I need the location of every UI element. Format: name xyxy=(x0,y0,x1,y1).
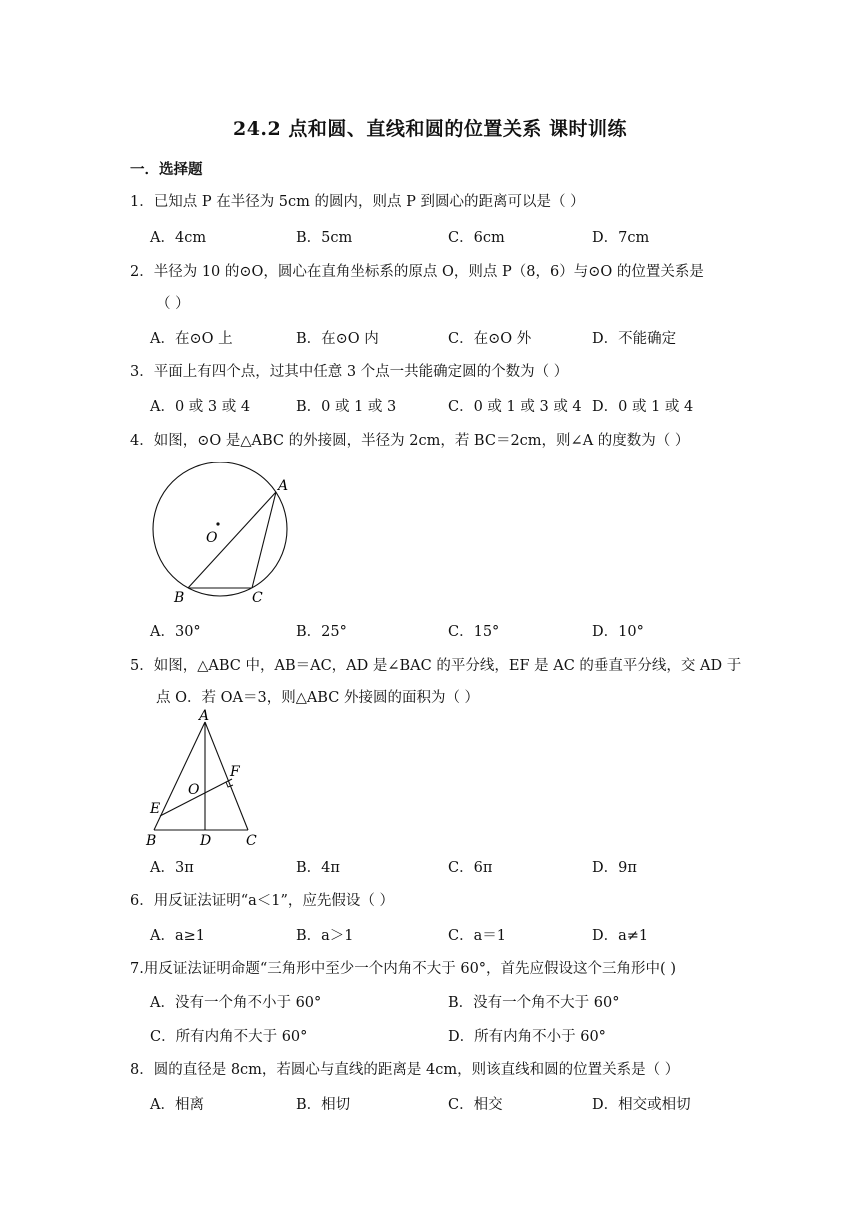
q7-option-a[interactable]: A．没有一个角不小于 60° xyxy=(150,995,322,1011)
segment-ac xyxy=(205,722,248,830)
segment-ca xyxy=(252,492,276,588)
q8-option-c[interactable]: C．相交 xyxy=(448,1097,503,1113)
q7-option-d[interactable]: D．所有内角不小于 60° xyxy=(448,1029,606,1045)
q8-option-d[interactable]: D．相交或相切 xyxy=(592,1097,691,1113)
question-4: 4．如图，⊙O 是△ABC 的外接圆，半径为 2cm，若 BC＝2cm，则∠A 的度数为（ ） xyxy=(130,433,690,449)
question-5-continued: 点 O．若 OA＝3，则△ABC 外接圆的面积为（ ） xyxy=(156,690,480,706)
label-a: A xyxy=(199,708,210,724)
q7-option-b[interactable]: B．没有一个角不大于 60° xyxy=(448,995,620,1011)
question-1: 1．已知点 P 在半径为 5cm 的圆内，则点 P 到圆心的距离可以是（ ） xyxy=(130,194,585,210)
question-3: 3．平面上有四个点，过其中任意 3 个点一共能确定圆的个数为（ ） xyxy=(130,364,569,380)
question-5: 5．如图，△ABC 中，AB＝AC，AD 是∠BAC 的平分线，EF 是 AC 的垂直平分线，交 AD 于 xyxy=(130,658,742,674)
label-f: F xyxy=(230,764,240,780)
q6-option-c[interactable]: C．a＝1 xyxy=(448,928,506,944)
center-point xyxy=(216,522,219,525)
label-e: E xyxy=(150,801,161,817)
label-c: C xyxy=(252,590,263,606)
label-a: A xyxy=(278,478,289,494)
q6-option-d[interactable]: D．a≠1 xyxy=(592,928,649,944)
q1-option-a[interactable]: A．4cm xyxy=(150,230,207,246)
label-d: D xyxy=(200,833,212,849)
q6-option-a[interactable]: A．a≥1 xyxy=(150,928,205,944)
q3-option-b[interactable]: B．0 或 1 或 3 xyxy=(296,399,397,415)
q5-option-b[interactable]: B．4π xyxy=(296,860,340,876)
label-c: C xyxy=(246,833,257,849)
q3-option-c[interactable]: C．0 或 1 或 3 或 4 xyxy=(448,399,582,415)
q5-option-d[interactable]: D．9π xyxy=(592,860,637,876)
question-8: 8．圆的直径是 8cm，若圆心与直线的距离是 4cm，则该直线和圆的位置关系是（ ） xyxy=(130,1062,680,1078)
q6-option-b[interactable]: B．a＞1 xyxy=(296,928,354,944)
q4-option-d[interactable]: D．10° xyxy=(592,624,644,640)
label-o: O xyxy=(188,782,200,798)
q1-option-c[interactable]: C．6cm xyxy=(448,230,505,246)
q1-option-b[interactable]: B．5cm xyxy=(296,230,353,246)
question-2: 2．半径为 10 的⊙O，圆心在直角坐标系的原点 O，则点 P（8，6）与⊙O 的位置关系是 xyxy=(130,264,704,280)
q2-option-b[interactable]: B．在⊙O 内 xyxy=(296,331,379,347)
q4-option-a[interactable]: A．30° xyxy=(150,624,201,640)
q5-triangle-diagram xyxy=(140,706,280,852)
page-title: 24.2 点和圆、直线和圆的位置关系 课时训练 xyxy=(232,118,627,140)
q1-option-d[interactable]: D．7cm xyxy=(592,230,650,246)
question-7: 7.用反证法证明命题“三角形中至少一个内角不大于 60°，首先应假设这个三角形中( ) xyxy=(130,961,676,977)
q8-option-b[interactable]: B．相切 xyxy=(296,1097,351,1113)
q3-option-a[interactable]: A．0 或 3 或 4 xyxy=(150,399,251,415)
section-heading: 一．选择题 xyxy=(130,161,203,178)
q2-option-c[interactable]: C．在⊙O 外 xyxy=(448,331,532,347)
q4-option-b[interactable]: B．25° xyxy=(296,624,347,640)
q2-option-d[interactable]: D．不能确定 xyxy=(592,331,677,347)
q7-option-c[interactable]: C．所有内角不大于 60° xyxy=(150,1029,308,1045)
q8-option-a[interactable]: A．相离 xyxy=(150,1097,204,1113)
q2-option-a[interactable]: A．在⊙O 上 xyxy=(150,331,233,347)
q5-option-a[interactable]: A．3π xyxy=(150,860,194,876)
q4-circle-diagram xyxy=(140,462,310,608)
q4-option-c[interactable]: C．15° xyxy=(448,624,500,640)
question-6: 6．用反证法证明“a＜1”，应先假设（ ） xyxy=(130,893,395,909)
q3-option-d[interactable]: D．0 或 1 或 4 xyxy=(592,399,694,415)
label-o: O xyxy=(206,530,218,546)
q5-option-c[interactable]: C．6π xyxy=(448,860,493,876)
segment-ab xyxy=(188,492,276,588)
segment-ab xyxy=(154,722,205,830)
label-b: B xyxy=(146,833,157,849)
label-b: B xyxy=(174,590,185,606)
question-2-continued: （ ） xyxy=(156,296,190,312)
